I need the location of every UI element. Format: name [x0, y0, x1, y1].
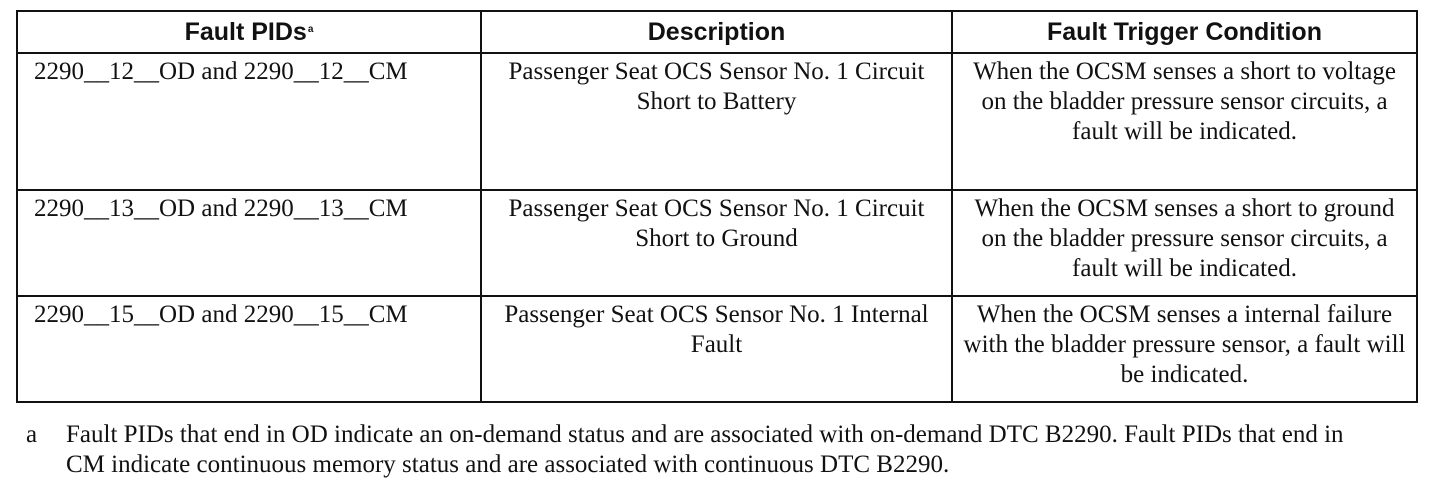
- header-fault-pids: [17, 11, 481, 53]
- fault-pids-cell: 2290__12__OD and 2290__12__CM: [17, 53, 481, 190]
- footnote: [26, 420, 1426, 480]
- footnote-reference-marker: a: [307, 23, 314, 35]
- header-fault-trigger-condition: Fault Trigger Condition: [952, 11, 1417, 53]
- footnote-text: Fault PIDs that end in OD indicate an on-demand status and are associated with on-demand DTC B2290. Fault PIDs that end in CM indicate continuous memory status and are associated with continuous DTC B2290.: [66, 421, 1344, 478]
- trigger-condition-cell: When the OCSM senses a internal failure with the bladder pressure sensor, a fault will be indicated.: [952, 296, 1417, 402]
- fault-pids-cell: 2290__15__OD and 2290__15__CM: [17, 296, 481, 402]
- fault-pids-cell: 2290__13__OD and 2290__13__CM: [17, 190, 481, 296]
- table-row: [17, 296, 1417, 402]
- footnote-marker: a: [26, 421, 38, 448]
- fault-pid-table: [16, 10, 1418, 403]
- table-row: [17, 190, 1417, 296]
- header-description: Description: [481, 11, 952, 53]
- table-header-row: [17, 11, 1417, 53]
- header-fault-pids-label: Fault PIDs: [184, 17, 307, 46]
- description-cell: Passenger Seat OCS Sensor No. 1 Circuit Short to Ground: [481, 190, 952, 296]
- description-cell: Passenger Seat OCS Sensor No. 1 Circuit Short to Battery: [481, 53, 952, 190]
- description-cell: Passenger Seat OCS Sensor No. 1 Internal Fault: [481, 296, 952, 402]
- trigger-condition-cell: When the OCSM senses a short to voltage on the bladder pressure sensor circuits, a fault will be indicated.: [952, 53, 1417, 190]
- trigger-condition-cell: When the OCSM senses a short to ground on the bladder pressure sensor circuits, a fault will be indicated.: [952, 190, 1417, 296]
- table-row: [17, 53, 1417, 190]
